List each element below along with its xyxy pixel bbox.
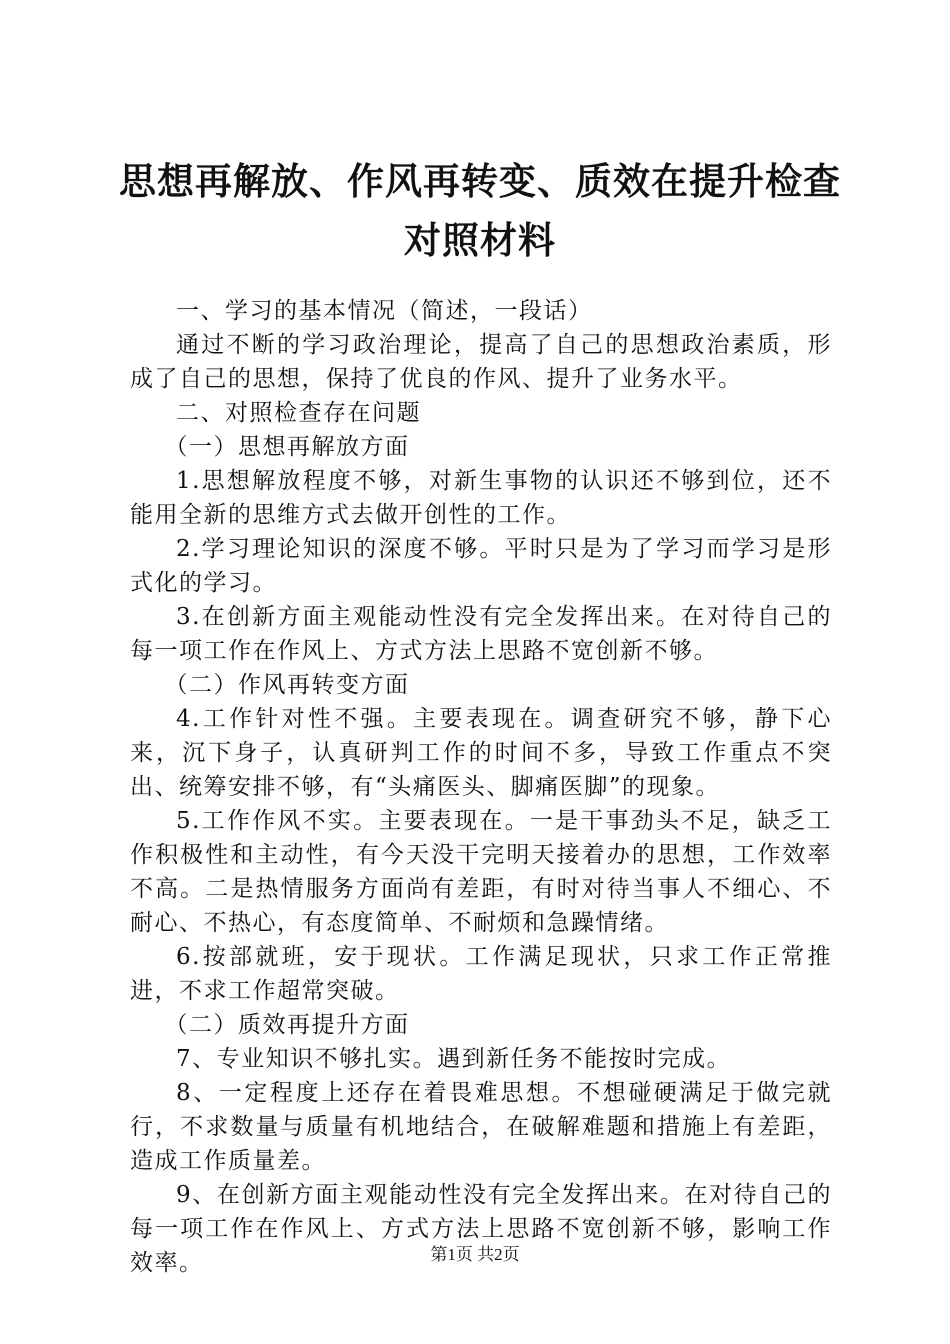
subsection-heading-3: （二）质效再提升方面 <box>164 1012 410 1038</box>
paragraph-item-8: 8、一定程度上还存在着畏难思想。不想碰硬满足于做完就行，不求数量与质量有机地结合，在破解难题和措施上有差距，造成工作质量差。 <box>130 1080 832 1174</box>
section-heading-1: 一、学习的基本情况（简述，一段话） <box>176 298 593 324</box>
paragraph-item-4: 4.工作针对性不强。主要表现在。调查研究不够，静下心来，沉下身子，认真研判工作的时间不多，导致工作重点不突出、统筹安排不够，有“头痛医头、脚痛医脚”的现象。 <box>130 706 832 800</box>
paragraph-item-5: 5.工作作风不实。主要表现在。一是干事劲头不足，缺乏工作积极性和主动性，有今天没干完明天接着办的思想，工作效率不高。二是热情服务方面尚有差距，有时对待当事人不细心、不耐心、不热心，有态度简单、不耐烦和急躁情绪。 <box>130 808 832 936</box>
document-title: 思想再解放、作风再转变、质效在提升检查对照材料 <box>119 159 841 262</box>
paragraph-item-6: 6.按部就班，安于现状。工作满足现状，只求工作正常推进，不求工作超常突破。 <box>130 944 832 1004</box>
paragraph-item-3: 3.在创新方面主观能动性没有完全发挥出来。在对待自己的每一项工作在作风上、方式方法上思路不宽创新不够。 <box>130 604 832 664</box>
page-footer: 第1页 共2页 <box>430 1245 520 1264</box>
document-body <box>130 294 832 1280</box>
paragraph-item-2: 2.学习理论知识的深度不够。平时只是为了学习而学习是形式化的学习。 <box>130 536 832 596</box>
paragraph-item-7: 7、专业知识不够扎实。遇到新任务不能按时完成。 <box>176 1046 732 1072</box>
subsection-heading-2: （二）作风再转变方面 <box>164 672 410 698</box>
paragraph-item-1: 1.思想解放程度不够，对新生事物的认识还不够到位，还不能用全新的思维方式去做开创性的工作。 <box>130 468 832 528</box>
section-heading-2: 二、对照检查存在问题 <box>176 400 421 426</box>
paragraph-study-summary: 通过不断的学习政治理论，提高了自己的思想政治素质，形成了自己的思想，保持了优良的作风、提升了业务水平。 <box>130 332 832 392</box>
paragraph-item-9: 9、在创新方面主观能动性没有完全发挥出来。在对待自己的每一项工作在作风上、方式方法上思路不宽创新不够，影响工作效率。 <box>130 1182 832 1276</box>
subsection-heading-1: （一）思想再解放方面 <box>164 434 410 460</box>
